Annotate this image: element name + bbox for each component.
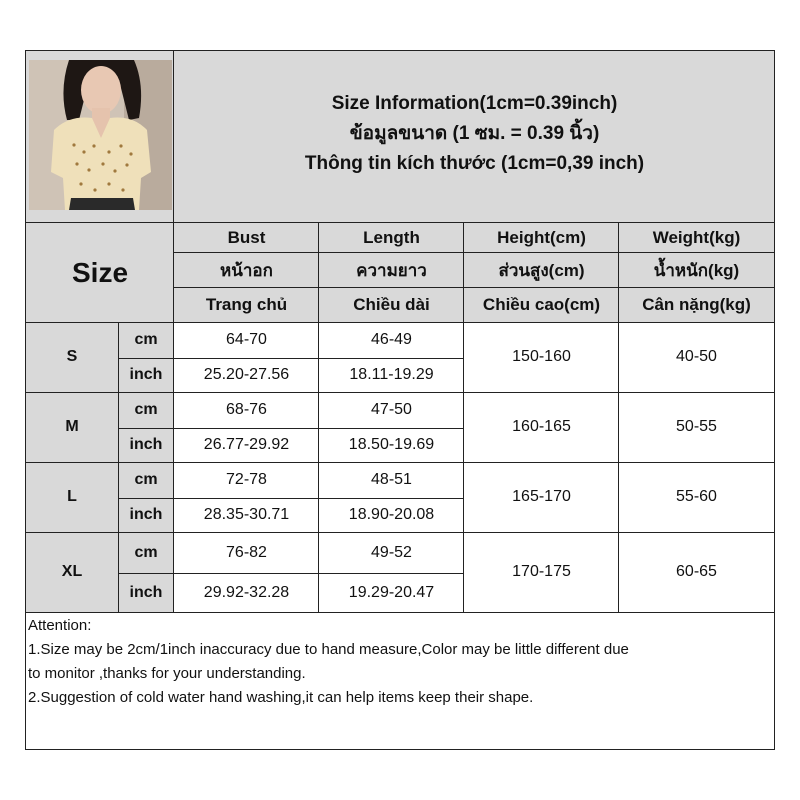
- col-height-vi: Chiều cao(cm): [482, 295, 601, 314]
- size-s-bust-cm: 64-70: [226, 331, 267, 348]
- size-xl-bust-inch: 29.92-32.28: [203, 583, 290, 601]
- attention-notes: [28, 614, 768, 710]
- size-xl-weight: 60-65: [676, 563, 717, 580]
- size-l-length-inch: 18.90-20.08: [348, 506, 435, 523]
- size-l-bust-cm: 72-78: [226, 471, 267, 488]
- size-xl-height: 170-175: [512, 563, 571, 580]
- size-m-weight: 50-55: [676, 418, 717, 435]
- grid-line: [118, 573, 464, 574]
- size-m-length-cm: 47-50: [371, 401, 412, 418]
- size-s-label: S: [66, 348, 78, 365]
- grid-line: [174, 287, 774, 288]
- size-s-length-inch: 18.11-19.29: [349, 366, 434, 383]
- grid-line: [174, 252, 774, 253]
- col-length-th: ความยาว: [356, 261, 427, 280]
- size-xl-bust-cm: 76-82: [226, 543, 267, 561]
- size-l-unit-inch: inch: [129, 506, 163, 523]
- title-english: Size Information(1cm=0.39inch): [331, 92, 618, 114]
- size-header-label: Size: [71, 256, 129, 288]
- size-l-height: 165-170: [512, 488, 571, 505]
- size-xl-length-cm: 49-52: [371, 543, 412, 561]
- size-m-unit-cm: cm: [134, 401, 158, 418]
- size-s-unit-inch: inch: [129, 366, 163, 383]
- note-line-2: 2.Suggestion of cold water hand washing,it can help items keep their shape.: [28, 689, 534, 706]
- col-weight-vi: Cân nặng(kg): [642, 295, 751, 314]
- col-length-en: Length: [363, 228, 420, 247]
- col-bust-th: หน้าอก: [220, 261, 273, 280]
- title-vietnamese: Thông tin kích thước (1cm=0,39 inch): [304, 152, 645, 174]
- size-m-length-inch: 18.50-19.69: [348, 436, 435, 453]
- title-thai: ข้อมูลขนาด (1 ซม. = 0.39 นิ้ว): [349, 122, 600, 144]
- product-photo: [29, 60, 172, 210]
- size-l-bust-inch: 28.35-30.71: [203, 506, 290, 523]
- size-xl-unit-cm: cm: [134, 543, 158, 561]
- note-line-1-cont: to monitor ,thanks for your understanding.: [28, 665, 306, 682]
- size-m-bust-inch: 26.77-29.92: [203, 436, 290, 453]
- grid-line: [173, 51, 174, 612]
- grid-line: [26, 612, 774, 613]
- model-wearing-top-image: [29, 60, 172, 210]
- col-height-th: ส่วนสูง(cm): [498, 261, 585, 280]
- grid-line: [118, 358, 464, 359]
- size-m-unit-inch: inch: [129, 436, 163, 453]
- size-m-label: M: [65, 418, 79, 435]
- size-m-height: 160-165: [512, 418, 571, 435]
- size-s-length-cm: 46-49: [371, 331, 412, 348]
- size-m-bust-cm: 68-76: [226, 401, 267, 418]
- size-s-unit-cm: cm: [134, 331, 158, 348]
- size-xl-length-inch: 19.29-20.47: [348, 583, 435, 601]
- grid-line: [463, 223, 464, 612]
- attention-heading: Attention:: [28, 617, 92, 634]
- grid-line: [26, 532, 774, 533]
- note-line-1: 1.Size may be 2cm/1inch inaccuracy due to hand measure,Color may be little different due: [28, 641, 629, 658]
- size-l-length-cm: 48-51: [371, 471, 412, 488]
- grid-line: [26, 462, 774, 463]
- col-bust-en: Bust: [227, 228, 266, 247]
- size-xl-unit-inch: inch: [129, 583, 163, 601]
- col-height-en: Height(cm): [497, 228, 586, 247]
- grid-line: [26, 322, 774, 323]
- grid-line: [118, 322, 119, 612]
- size-xl-label: XL: [61, 563, 83, 580]
- size-l-weight: 55-60: [676, 488, 717, 505]
- col-weight-th: น้ำหนัก(kg): [653, 261, 740, 280]
- grid-line: [118, 428, 464, 429]
- size-s-bust-inch: 25.20-27.56: [203, 366, 290, 383]
- size-information-title: [175, 52, 774, 215]
- col-length-vi: Chiều dài: [353, 295, 430, 314]
- size-l-label: L: [67, 488, 77, 505]
- size-l-unit-cm: cm: [134, 471, 158, 488]
- grid-line: [618, 223, 619, 612]
- size-s-weight: 40-50: [676, 348, 717, 365]
- size-s-height: 150-160: [512, 348, 571, 365]
- grid-line: [26, 392, 774, 393]
- grid-line: [318, 223, 319, 612]
- grid-line: [118, 498, 464, 499]
- grid-line: [26, 222, 774, 223]
- col-bust-vi: Trang chủ: [205, 295, 288, 314]
- col-weight-en: Weight(kg): [652, 228, 741, 247]
